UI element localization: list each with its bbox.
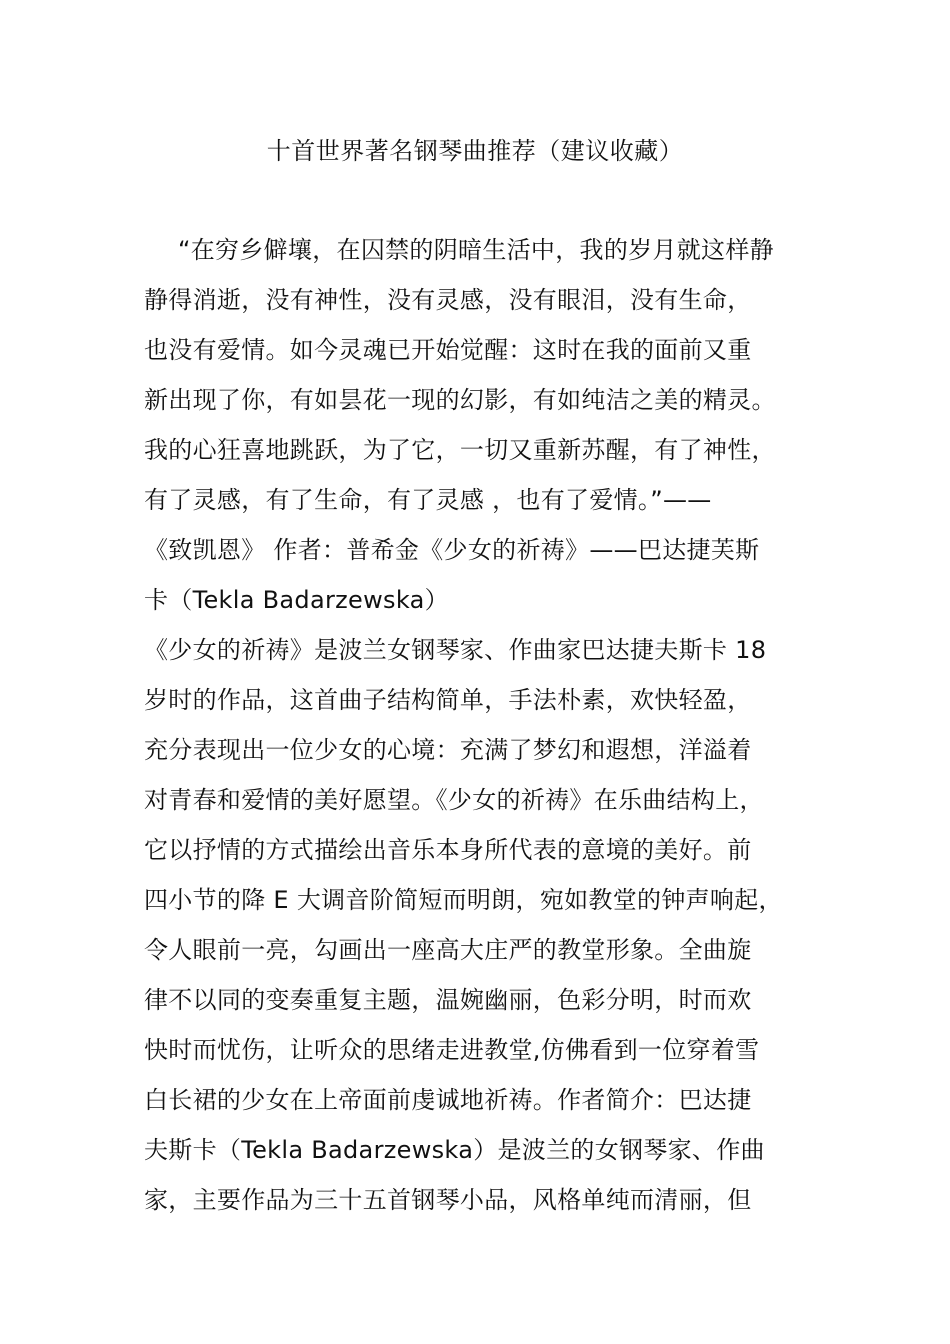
body-line-5: 我的心狂喜地跳跃，为了它，一切又重新苏醒，有了神性， [144,436,776,464]
body-line-15: 令人眼前一亮，勾画出一座高大庄严的教堂形象。全曲旋 [144,936,752,964]
document-title: 十首世界著名钢琴曲推荐（建议收藏） [266,137,684,165]
body-line-7: 《致凯恩》 作者：普希金《少女的祈祷》——巴达捷芙斯 [144,536,760,564]
body-line-16: 律不以同的变奏重复主题，温婉幽丽，色彩分明，时而欢 [144,986,752,1014]
body-line-18: 白长裙的少女在上帝面前虔诚地祈祷。作者简介：巴达捷 [144,1086,752,1114]
body-line-19: 夫斯卡（Tekla Badarzewska）是波兰的女钢琴家、作曲 [144,1136,765,1164]
body-line-1: “在穷乡僻壤，在囚禁的阴暗生活中，我的岁月就这样静 [178,236,774,264]
body-line-12: 对青春和爱情的美好愿望。《少女的祈祷》在乐曲结构上， [144,786,764,814]
body-line-20: 家，主要作品为三十五首钢琴小品，风格单纯而清丽，但 [144,1186,752,1214]
body-line-14: 四小节的降 E 大调音阶简短而明朗，宛如教堂的钟声响起， [144,886,783,914]
body-line-6: 有了灵感，有了生命，有了灵感 ，也有了爱情。”—— [144,486,712,514]
body-line-8: 卡（Tekla Badarzewska） [144,586,449,614]
body-line-11: 充分表现出一位少女的心境：充满了梦幻和遐想，洋溢着 [144,736,752,764]
body-line-10: 岁时的作品，这首曲子结构简单，手法朴素，欢快轻盈， [144,686,752,714]
body-line-9: 《少女的祈祷》是波兰女钢琴家、作曲家巴达捷夫斯卡 18 [144,636,767,664]
body-line-2: 静得消逝，没有神性，没有灵感，没有眼泪，没有生命， [144,286,752,314]
body-line-3: 也没有爱情。如今灵魂已开始觉醒：这时在我的面前又重 [144,336,752,364]
body-line-13: 它以抒情的方式描绘出音乐本身所代表的意境的美好。前 [144,836,752,864]
body-line-17: 快时而忧伤，让听众的思绪走进教堂,仿佛看到一位穿着雪 [144,1036,760,1064]
body-line-4: 新出现了你，有如昙花一现的幻影，有如纯洁之美的精灵。 [144,386,776,414]
